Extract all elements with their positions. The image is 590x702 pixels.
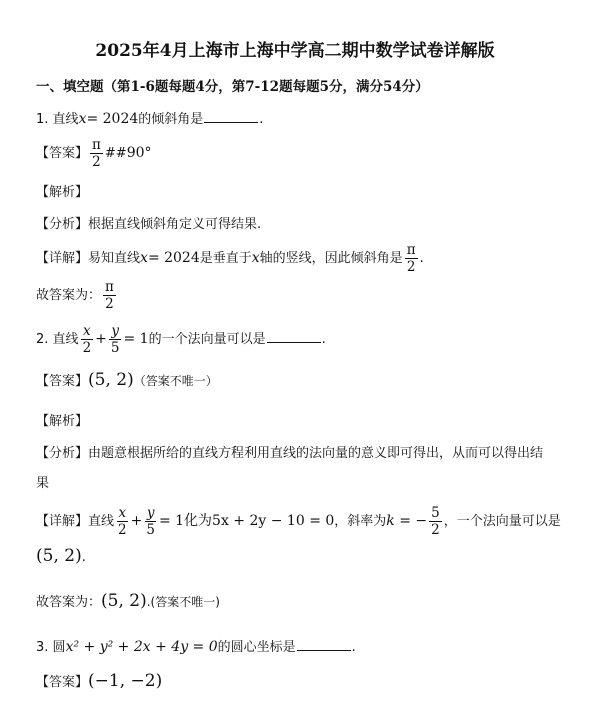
fraction-denominator: 5: [146, 522, 155, 539]
detail-text: 直线: [88, 514, 115, 530]
punct: .: [419, 251, 424, 267]
fraction-denominator: 5: [110, 340, 120, 357]
math-equation: x² + y² + 2x + 4y = 0: [65, 639, 218, 655]
math-plus: +: [130, 513, 143, 530]
analysis-heading-1: 【解析】: [36, 185, 89, 200]
final-note: .(答案不唯一): [146, 595, 220, 609]
fraction: [90, 138, 103, 169]
question-number: 3.: [36, 640, 49, 655]
question-number: 2.: [36, 332, 49, 348]
analysis-heading-2: 【解析】: [36, 414, 89, 429]
math-var: x: [140, 250, 148, 267]
fraction-numerator: 5: [431, 505, 440, 521]
final-answer-2: [36, 591, 220, 611]
fenxi-2-cont: 果: [36, 476, 50, 491]
answer-extra: ##: [104, 146, 127, 162]
final-label: 故答案为：: [36, 288, 102, 304]
page-title: 2025年4月上海市上海中学高二期中数学试卷详解版: [95, 41, 495, 61]
fraction-numerator: π: [105, 279, 114, 295]
question-text: 圆: [52, 640, 66, 655]
detail-label: 【详解】: [36, 514, 89, 530]
detail-1: [36, 243, 424, 274]
answer-note: （答案不唯一）: [133, 374, 218, 388]
math-expr: = 1化为: [158, 513, 213, 530]
final-label: 故答案为：: [36, 595, 102, 610]
fenxi-label: 【分析】: [36, 446, 89, 461]
answer-vector: (5, 2): [88, 370, 134, 390]
question-1: [36, 108, 263, 127]
answer-row-1: [36, 138, 152, 169]
fraction: [144, 506, 157, 537]
fraction-numerator: y: [146, 505, 155, 521]
fraction-denominator: 2: [105, 296, 114, 313]
answer-label: 【答案】: [36, 675, 89, 690]
punct: .: [81, 550, 86, 565]
fenxi-1: [36, 213, 261, 232]
answer-point: (−1, −2): [88, 671, 163, 691]
fraction-denominator: 2: [92, 154, 101, 171]
math-expr: = 2024: [147, 250, 200, 267]
detail-text: 轴的竖线，因此倾斜角是: [259, 251, 403, 267]
fraction-denominator: 2: [82, 340, 92, 357]
fraction-numerator: x: [83, 323, 91, 339]
answer-blank: [204, 110, 258, 123]
detail-text: ，斜率为: [334, 514, 387, 530]
answer-blank: [267, 330, 321, 343]
detail-vector: (5, 2): [36, 546, 82, 566]
fenxi-label: 【分析】: [36, 217, 89, 232]
detail-text: 是垂直于: [199, 251, 252, 267]
fraction: [81, 324, 94, 355]
fenxi-text: 由题意根据所给的直线方程利用直线的法向量的意义即可得出，从而可以得出结: [88, 446, 544, 461]
detail-text: 易知直线: [88, 251, 141, 267]
fenxi-2: [36, 442, 543, 461]
question-text: 的倾斜角是: [138, 112, 204, 127]
punct: .: [321, 332, 326, 348]
math-var: x: [251, 250, 260, 267]
final-answer-1: [36, 280, 118, 311]
fraction: [109, 324, 122, 355]
fraction-denominator: 2: [406, 259, 416, 276]
question-2: [36, 324, 326, 355]
math-plus: +: [95, 331, 107, 348]
math-var: x: [78, 111, 87, 127]
answer-label: 【答案】: [36, 146, 89, 162]
question-text: 的一个法向量可以是: [148, 332, 266, 348]
answer-label: 【答案】: [36, 374, 89, 389]
fraction-numerator: π: [406, 242, 416, 258]
detail-2: [36, 506, 561, 537]
final-vector: (5, 2): [101, 591, 147, 611]
answer-degree: 90°: [126, 145, 152, 162]
fraction-denominator: 2: [431, 522, 440, 539]
detail-label: 【详解】: [36, 251, 89, 267]
fraction-numerator: y: [111, 323, 119, 339]
fenxi-text: 根据直线倾斜角定义可得结果.: [88, 217, 262, 232]
question-3: [36, 636, 356, 655]
question-number: 1.: [36, 112, 49, 127]
fraction: [405, 243, 418, 274]
detail-text: ，一个法向量可以是: [443, 514, 561, 530]
answer-row-3: [36, 671, 162, 691]
answer-blank: [297, 638, 351, 651]
question-text: 直线: [52, 112, 79, 127]
math-slope: k = −: [386, 513, 428, 530]
punct: .: [351, 640, 356, 655]
detail-2-cont: [36, 546, 86, 566]
question-text: 直线: [52, 332, 79, 348]
punct: .: [259, 112, 264, 127]
question-text: 的圆心坐标是: [217, 640, 296, 655]
answer-row-2: [36, 370, 218, 390]
math-expr: = 2024: [86, 111, 139, 127]
fraction-numerator: x: [118, 505, 127, 521]
fraction: [116, 506, 129, 537]
math-equation: 5x + 2y − 10 = 0: [212, 513, 335, 530]
fraction: [429, 506, 442, 537]
section-heading: 一、填空题（第1-6题每题4分，第7-12题每题5分，满分54分）: [36, 79, 429, 95]
fraction-denominator: 2: [118, 522, 127, 539]
fraction-numerator: π: [92, 137, 101, 153]
math-expr: = 1: [123, 331, 149, 348]
fraction: [103, 280, 116, 311]
